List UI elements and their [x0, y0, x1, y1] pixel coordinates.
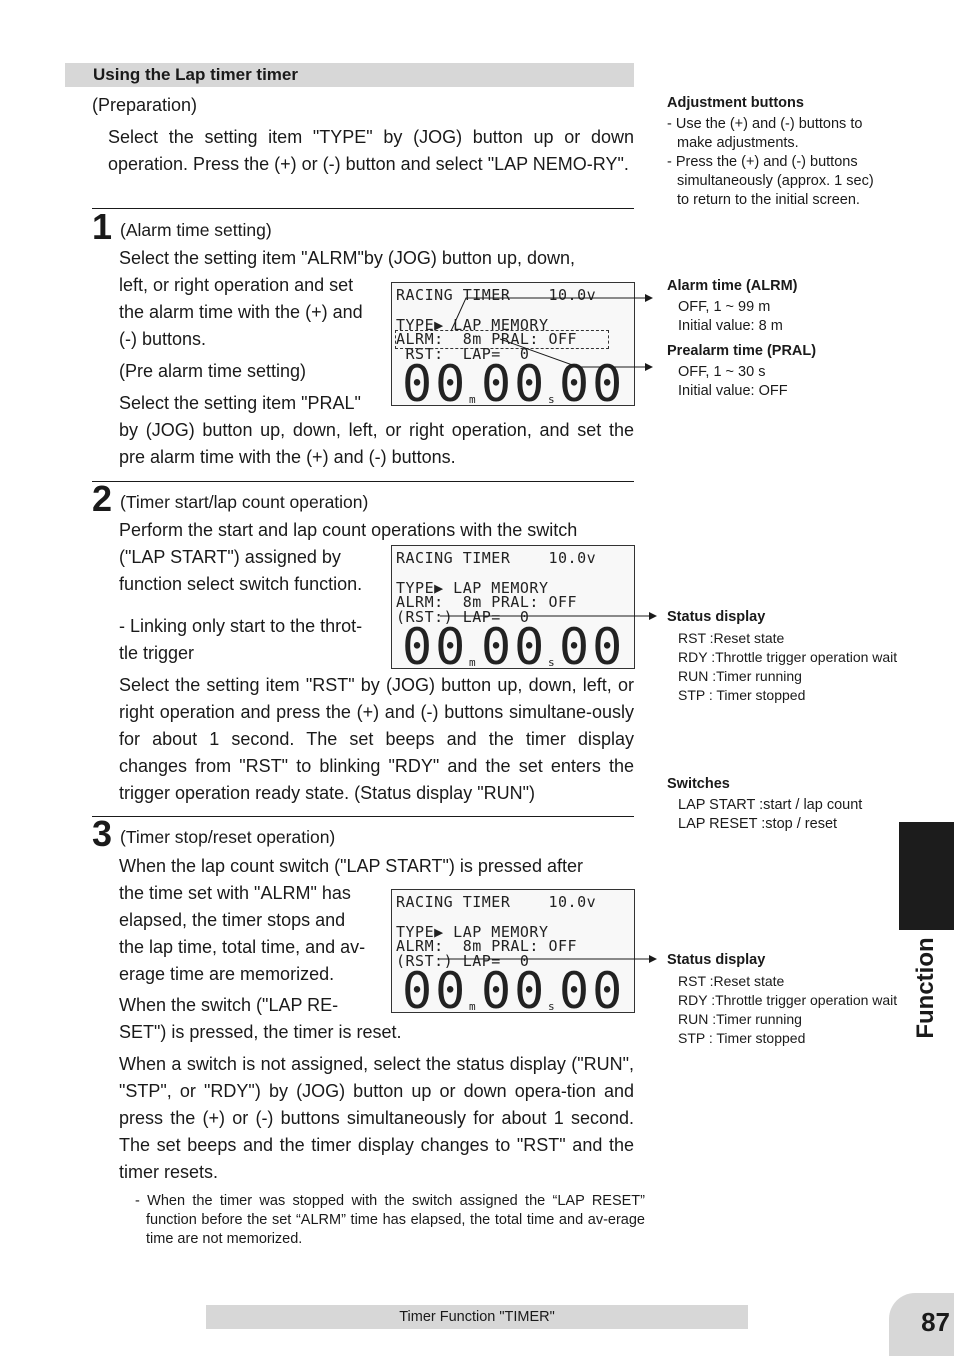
chapter-tab	[899, 822, 954, 930]
step-number: 1	[92, 206, 113, 247]
side-status-text: RST :Reset state RDY :Throttle trigger operation wait RUN :Timer running STP : Timer stopped	[678, 973, 898, 1046]
step-title: (Timer start/lap count operation)	[120, 492, 369, 512]
prep-text: Select the setting item "TYPE" by (JOG) button up or down operation. Press the (+) or (-) button and select "LAP NEMO-RY".	[108, 127, 634, 174]
step-text: Select the setting item "ALRM"by (JOG) button up, down,	[119, 248, 575, 268]
side-heading-adjustment: Adjustment buttons	[667, 95, 804, 111]
lcd-display: RACING TIMER 10.0v TYPE▶ LAP MEMORY ALRM: 8m PRAL: OFF (RST:) LAP= 0 00 m 00 s 00	[391, 545, 635, 669]
lcd-seconds: 00	[481, 962, 548, 1020]
step-number: 3	[92, 813, 113, 854]
step-title: (Alarm time setting)	[120, 220, 272, 240]
step-number: 2	[92, 478, 113, 519]
prep-label: (Preparation)	[92, 95, 198, 115]
lcd-seconds: 00	[481, 355, 548, 413]
lcd-fraction: 00	[559, 962, 626, 1020]
lcd-display: RACING TIMER 10.0v TYPE▶ LAP MEMORY ALRM: 8m PRAL: OFF (RST:) LAP= 0 00 m 00 s 00	[391, 889, 635, 1013]
reset-rest: SET") is pressed, the timer is reset.	[119, 1022, 402, 1042]
side-heading-prealarm: Prealarm time (PRAL)	[667, 343, 817, 359]
lcd-minutes: 00	[402, 962, 469, 1020]
lcd-fraction: 00	[559, 618, 626, 676]
step-text-lines: ("LAP START") assigned by function select switch function.	[119, 547, 363, 594]
step-text-lines: the time set with "ALRM" has elapsed, the timer stops and the lap time, total time, and av- erage time are memorized.	[119, 883, 366, 984]
section-title: Using the Lap timer timer	[93, 65, 298, 84]
side-alarm-text: OFF, 1 ~ 99 m Initial value: 8 m	[678, 299, 783, 334]
side-adjustment-text: - Use the (+) and (-) buttons to make adjustments. - Press the (+) and (-) buttons simultaneously (approx. 1 sec) to return to the initial screen.	[667, 116, 874, 208]
pre-alarm-line: Select the setting item "PRAL"	[119, 393, 361, 413]
side-heading-status: Status display	[667, 952, 766, 968]
side-heading-status: Status display	[667, 609, 766, 625]
step-title: (Timer stop/reset operation)	[120, 827, 336, 847]
step-text: Select the setting item "RST" by (JOG) button up, down, left, or right operation and press the (+) and (-) buttons simultane-ously for about 1 second. The set beeps and the timer display changes from "RST" to blinking "RDY" and the set enters the trigger operation ready state. (Status display "RUN")	[119, 675, 634, 803]
reset-line: When the switch ("LAP RE-	[119, 995, 339, 1015]
lcd-fraction: 00	[559, 355, 626, 413]
arrow-alrm	[451, 298, 652, 331]
page-number: 87	[921, 1307, 950, 1337]
lcd-minutes: 00	[402, 618, 469, 676]
page-footer: Timer Function "TIMER"	[206, 1305, 748, 1329]
step-text: Perform the start and lap count operations with the switch	[119, 520, 578, 540]
lcd-seconds: 00	[481, 618, 548, 676]
side-heading-switches: Switches	[667, 776, 730, 792]
page-number-tab	[889, 1293, 954, 1356]
side-heading-alarm: Alarm time (ALRM)	[667, 278, 798, 294]
step-text: When a switch is not assigned, select the status display ("RUN", "STP", or "RDY") by (JOG) button up or down opera-tion and press the (+) or (-) buttons simultaneously for about 1 second. The set beeps and the timer display changes to "RST" and the timer resets.	[119, 1054, 634, 1182]
pre-alarm-title: (Pre alarm time setting)	[119, 361, 307, 381]
step-text-lines: left, or right operation and set the alarm time with the (+) and (-) buttons.	[119, 275, 363, 349]
side-switches-text: LAP START :start / lap count LAP RESET :stop / reset	[678, 797, 863, 832]
side-prealarm-text: OFF, 1 ~ 30 s Initial value: OFF	[678, 364, 788, 399]
lcd-display: RACING TIMER 10.0v TYPE▶ LAP MEMORY ALRM: 8m PRAL: OFF RST: LAP= 0 00 m 00 s 00	[391, 282, 635, 406]
throttle-note: - Linking only start to the throt- tle trigger	[119, 616, 363, 663]
step-text: When the lap count switch ("LAP START") is pressed after	[119, 856, 583, 876]
chapter-label: Function	[912, 936, 939, 1039]
footnote: - When the timer was stopped with the switch assigned the “LAP RESET” function before the set “ALRM” time has elapsed, the total time and av-erage time are not memorized.	[135, 1193, 645, 1247]
lcd-minutes: 00	[402, 355, 469, 413]
pre-alarm-text: by (JOG) button up, down, left, or right operation, and set the pre alarm time with the (+) and (-) buttons.	[119, 420, 634, 467]
arrow-pral	[500, 339, 652, 367]
side-status-text: RST :Reset state RDY :Throttle trigger operation wait RUN :Timer running STP : Timer stopped	[678, 630, 898, 703]
